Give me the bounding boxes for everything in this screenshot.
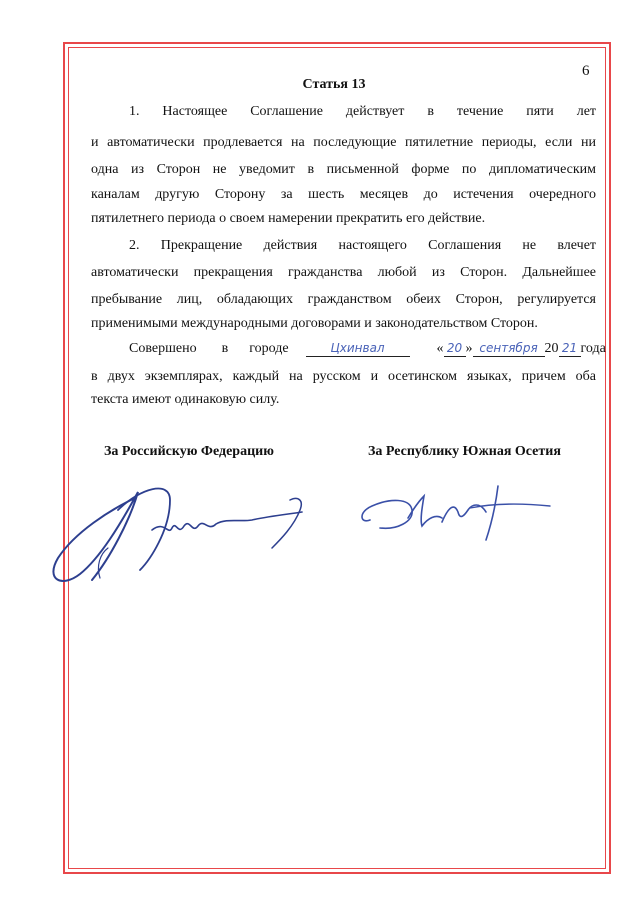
paragraph2-line4: применимыми международными договорами и законодательством Сторон. xyxy=(91,316,538,331)
signatory-heading-russia: За Российскую Федерацию xyxy=(104,444,274,459)
paragraph2-line3: пребывание лиц, обладающих гражданством обеих Сторон, регулируется xyxy=(91,292,596,307)
signature-south-ossetia xyxy=(350,478,570,548)
day-field xyxy=(444,341,466,357)
article-title: Статья 13 xyxy=(302,77,366,92)
signature-russia xyxy=(40,470,330,600)
signatory-heading-south-ossetia: За Республику Южная Осетия xyxy=(368,444,561,459)
year-handwritten: 21 xyxy=(561,341,578,355)
paragraph1-line5: пятилетнего периода о своем намерении прекратить его действие. xyxy=(91,211,486,226)
paragraph1-line3: одна из Сторон не уведомит в письменной форме по дипломатическим xyxy=(91,162,596,177)
done-line2: в двух экземплярах, каждый на русском и осетинском языках, причем оба xyxy=(91,369,596,384)
paragraph1-line1: 1. Настоящее Соглашение действует в течение пяти лет xyxy=(129,104,597,119)
paragraph1-line2: и автоматически продлевается на последующие пятилетние периоды, если ни xyxy=(91,135,596,150)
month-field xyxy=(473,341,545,357)
done-line3: текста имеют одинаковую силу. xyxy=(91,392,280,407)
paragraph2-line2: автоматически прекращения гражданства любой из Сторон. Дальнейшее xyxy=(91,265,596,280)
done-at-line: Совершено в городе Цхинвал « 20 » сентября 20 21 года xyxy=(129,341,606,356)
city-field xyxy=(306,341,410,357)
day-handwritten: 20 xyxy=(446,341,463,355)
year-field xyxy=(559,341,581,357)
paragraph1-line4: каналам другую Сторону за шесть месяцев до истечения очередного xyxy=(91,187,596,202)
month-handwritten: сентября xyxy=(479,341,538,355)
page-number: 6 xyxy=(582,63,590,79)
city-handwritten: Цхинвал xyxy=(330,341,385,355)
paragraph2-line1: 2. Прекращение действия настоящего Соглашения не влечет xyxy=(129,238,597,253)
